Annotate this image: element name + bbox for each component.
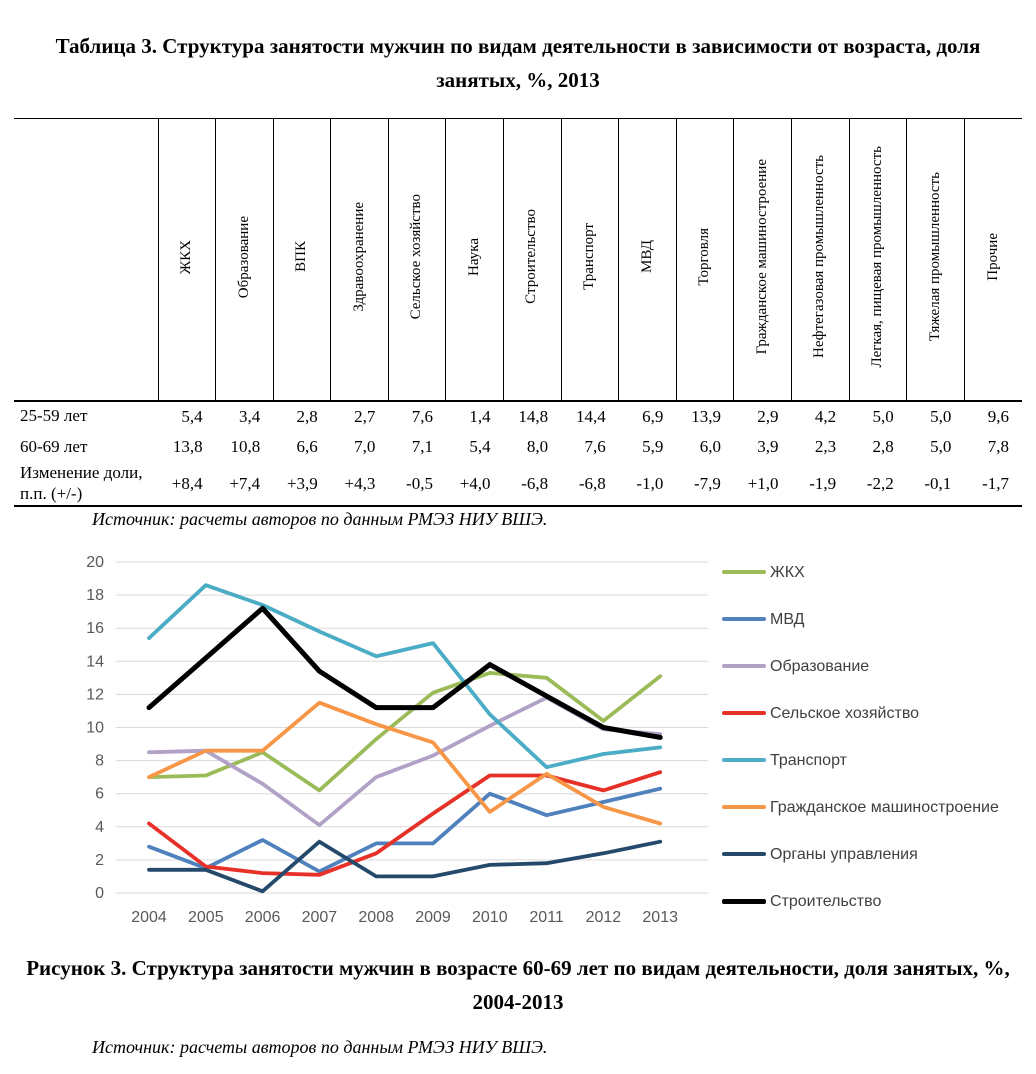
legend-swatch bbox=[722, 664, 766, 668]
x-axis-tick-label: 2005 bbox=[188, 909, 224, 926]
y-axis-tick-label: 14 bbox=[86, 653, 104, 671]
column-header bbox=[504, 119, 562, 401]
column-header-label: Наука bbox=[465, 237, 482, 276]
table-header-corner bbox=[14, 119, 158, 401]
column-header-label: ЖКХ bbox=[177, 239, 194, 274]
table-row bbox=[14, 463, 1022, 506]
chart-legend bbox=[722, 562, 1028, 912]
table-cell: 5,4 bbox=[469, 437, 491, 456]
y-axis-tick-label: 0 bbox=[95, 885, 104, 902]
table-cell: -0,5 bbox=[406, 473, 433, 493]
x-axis-tick-label: 2008 bbox=[358, 909, 394, 926]
legend-item bbox=[722, 562, 1028, 583]
y-axis-tick-label: 8 bbox=[95, 752, 104, 770]
column-header-label: Торговля bbox=[696, 227, 713, 286]
column-header-label: Транспорт bbox=[581, 223, 598, 291]
table-cell: 8,0 bbox=[526, 437, 549, 456]
y-axis-tick-label: 12 bbox=[86, 686, 104, 704]
table-cell: 4,2 bbox=[814, 406, 837, 426]
x-axis-tick-label: 2007 bbox=[301, 909, 338, 926]
column-header-label: Гражданское машиностроение bbox=[753, 159, 770, 355]
table-cell: -1,9 bbox=[809, 473, 837, 493]
legend-item bbox=[722, 844, 1028, 865]
column-header bbox=[907, 119, 965, 401]
legend-label: Образование bbox=[770, 658, 870, 675]
column-header bbox=[964, 119, 1022, 401]
legend-swatch bbox=[722, 899, 766, 904]
y-axis-tick-label: 10 bbox=[86, 719, 104, 737]
table-cell: 5,0 bbox=[872, 406, 894, 426]
table-cell: +1,0 bbox=[747, 473, 779, 493]
column-header bbox=[446, 119, 504, 401]
figure-caption: Рисунок 3. Структура занятости мужчин в возрасте 60-69 лет по видам деятельности, доля занятых, %, 2004-2013 bbox=[26, 956, 1010, 1014]
table-cell: 2,8 bbox=[296, 406, 318, 426]
table-row bbox=[14, 432, 1022, 463]
table-cell: +4,3 bbox=[344, 473, 376, 493]
table-cell: -7,9 bbox=[694, 473, 721, 493]
legend-swatch bbox=[722, 852, 766, 856]
row-label: Изменение доли, п.п. (+/-) bbox=[20, 463, 143, 503]
table-cell: 5,9 bbox=[642, 437, 664, 456]
legend-label: Органы управления bbox=[770, 846, 918, 863]
table-cell: 2,3 bbox=[814, 437, 837, 456]
table-source: Источник: расчеты авторов по данным РМЭЗ НИУ ВШЭ. bbox=[92, 509, 548, 529]
y-axis-tick-label: 4 bbox=[95, 818, 104, 836]
x-axis-tick-label: 2010 bbox=[472, 909, 508, 926]
table-cell: 6,0 bbox=[699, 437, 721, 456]
series-line bbox=[149, 842, 660, 892]
column-header-label: Нефтегазовая промышленность bbox=[811, 155, 828, 359]
column-header bbox=[331, 119, 389, 401]
legend-item bbox=[722, 703, 1028, 724]
legend-item bbox=[722, 750, 1028, 771]
table-cell: +8,4 bbox=[171, 473, 203, 493]
table-cell: -1,7 bbox=[982, 473, 1009, 493]
column-header bbox=[216, 119, 274, 401]
x-axis-tick-label: 2004 bbox=[131, 909, 167, 926]
table-body bbox=[14, 401, 1022, 506]
table-cell: 1,4 bbox=[469, 406, 491, 426]
table-header-row bbox=[14, 119, 1022, 401]
column-header bbox=[619, 119, 677, 401]
column-header-label: Образование bbox=[235, 215, 252, 298]
legend-label: Сельское хозяйство bbox=[770, 705, 920, 722]
legend-swatch bbox=[722, 758, 766, 762]
figure-source: Источник: расчеты авторов по данным РМЭЗ НИУ ВШЭ. bbox=[92, 1037, 548, 1057]
legend-swatch bbox=[722, 570, 766, 574]
table-title: Таблица 3. Структура занятости мужчин по видам деятельности в зависимости от возраста, доля занятых, %, 2013 bbox=[55, 34, 981, 92]
table-cell: -6,8 bbox=[578, 473, 606, 493]
column-header bbox=[561, 119, 619, 401]
series-line bbox=[149, 789, 660, 872]
legend-swatch bbox=[722, 711, 766, 715]
table-cell: 3,9 bbox=[757, 437, 779, 456]
legend-label: Транспорт bbox=[770, 752, 847, 769]
legend-item bbox=[722, 891, 1028, 912]
column-header bbox=[676, 119, 734, 401]
column-header-label: Легкая, пищевая промышленность bbox=[869, 146, 886, 368]
y-axis-tick-label: 6 bbox=[95, 785, 104, 803]
legend-label: Гражданское машиностроение bbox=[770, 799, 999, 816]
column-header-label: Тяжелая промышленность bbox=[926, 172, 943, 342]
table-cell: 2,9 bbox=[757, 406, 779, 426]
legend-swatch bbox=[722, 805, 766, 809]
table-cell: 13,9 bbox=[691, 406, 721, 426]
table-row bbox=[14, 401, 1022, 432]
table-header bbox=[14, 119, 1022, 401]
x-axis-tick-label: 2006 bbox=[244, 909, 281, 926]
table-cell: +3,9 bbox=[286, 473, 318, 493]
y-axis-tick-label: 18 bbox=[86, 587, 104, 605]
table-cell: 6,6 bbox=[296, 437, 318, 456]
y-axis-tick-label: 16 bbox=[86, 620, 104, 638]
column-header-label: Сельское хозяйство bbox=[408, 194, 425, 320]
column-header bbox=[388, 119, 446, 401]
table-cell: 9,6 bbox=[987, 406, 1009, 426]
table-cell: -6,8 bbox=[521, 473, 549, 493]
column-header bbox=[792, 119, 850, 401]
legend-label: ЖКХ bbox=[770, 564, 805, 581]
table-cell: 14,8 bbox=[518, 406, 549, 426]
table-cell: +4,0 bbox=[459, 473, 491, 493]
table-cell: 2,7 bbox=[354, 406, 376, 426]
column-header-label: Здравоохранение bbox=[350, 201, 367, 312]
table-cell: -1,0 bbox=[636, 473, 664, 493]
column-header bbox=[849, 119, 907, 401]
series-line bbox=[149, 585, 660, 767]
row-label: 60-69 лет bbox=[20, 436, 88, 456]
column-header bbox=[158, 119, 216, 401]
table-cell: 10,8 bbox=[230, 437, 261, 456]
table-cell: 13,8 bbox=[172, 437, 203, 456]
table-cell: 7,0 bbox=[354, 437, 376, 456]
table-cell: +7,4 bbox=[229, 473, 261, 493]
column-header-label: Прочие bbox=[984, 232, 1001, 281]
table-cell: -2,2 bbox=[866, 473, 894, 493]
table-cell: 3,4 bbox=[238, 406, 261, 426]
legend-label: МВД bbox=[770, 611, 805, 628]
table-cell: 6,9 bbox=[642, 406, 664, 426]
row-label: 25-59 лет bbox=[20, 406, 88, 426]
x-axis-tick-label: 2013 bbox=[642, 909, 678, 926]
table-cell: 14,4 bbox=[576, 406, 606, 426]
table-cell: 2,8 bbox=[872, 437, 894, 456]
column-header-label: МВД bbox=[638, 240, 655, 274]
legend-item bbox=[722, 797, 1028, 818]
column-header-label: Строительство bbox=[523, 209, 540, 305]
legend-item bbox=[722, 656, 1028, 677]
employment-table bbox=[14, 118, 1022, 507]
x-axis-tick-label: 2009 bbox=[415, 909, 451, 926]
table-cell: 5,4 bbox=[181, 406, 203, 426]
y-axis-tick-label: 20 bbox=[86, 554, 104, 571]
x-axis-tick-label: 2011 bbox=[529, 909, 564, 926]
table-cell: 7,8 bbox=[987, 437, 1009, 456]
table-cell: 7,6 bbox=[411, 406, 433, 426]
table-cell: -0,1 bbox=[924, 473, 952, 493]
x-axis-tick-label: 2012 bbox=[585, 909, 622, 926]
table-cell: 5,0 bbox=[930, 437, 952, 456]
table-cell: 5,0 bbox=[930, 406, 952, 426]
table-cell: 7,6 bbox=[584, 437, 606, 456]
legend-label: Строительство bbox=[770, 893, 882, 910]
legend-swatch bbox=[722, 617, 766, 621]
column-header bbox=[734, 119, 792, 401]
table-cell: 7,1 bbox=[411, 437, 433, 456]
column-header-label: ВПК bbox=[293, 241, 310, 273]
legend-item bbox=[722, 609, 1028, 630]
y-axis-tick-label: 2 bbox=[95, 851, 104, 869]
column-header bbox=[273, 119, 331, 401]
